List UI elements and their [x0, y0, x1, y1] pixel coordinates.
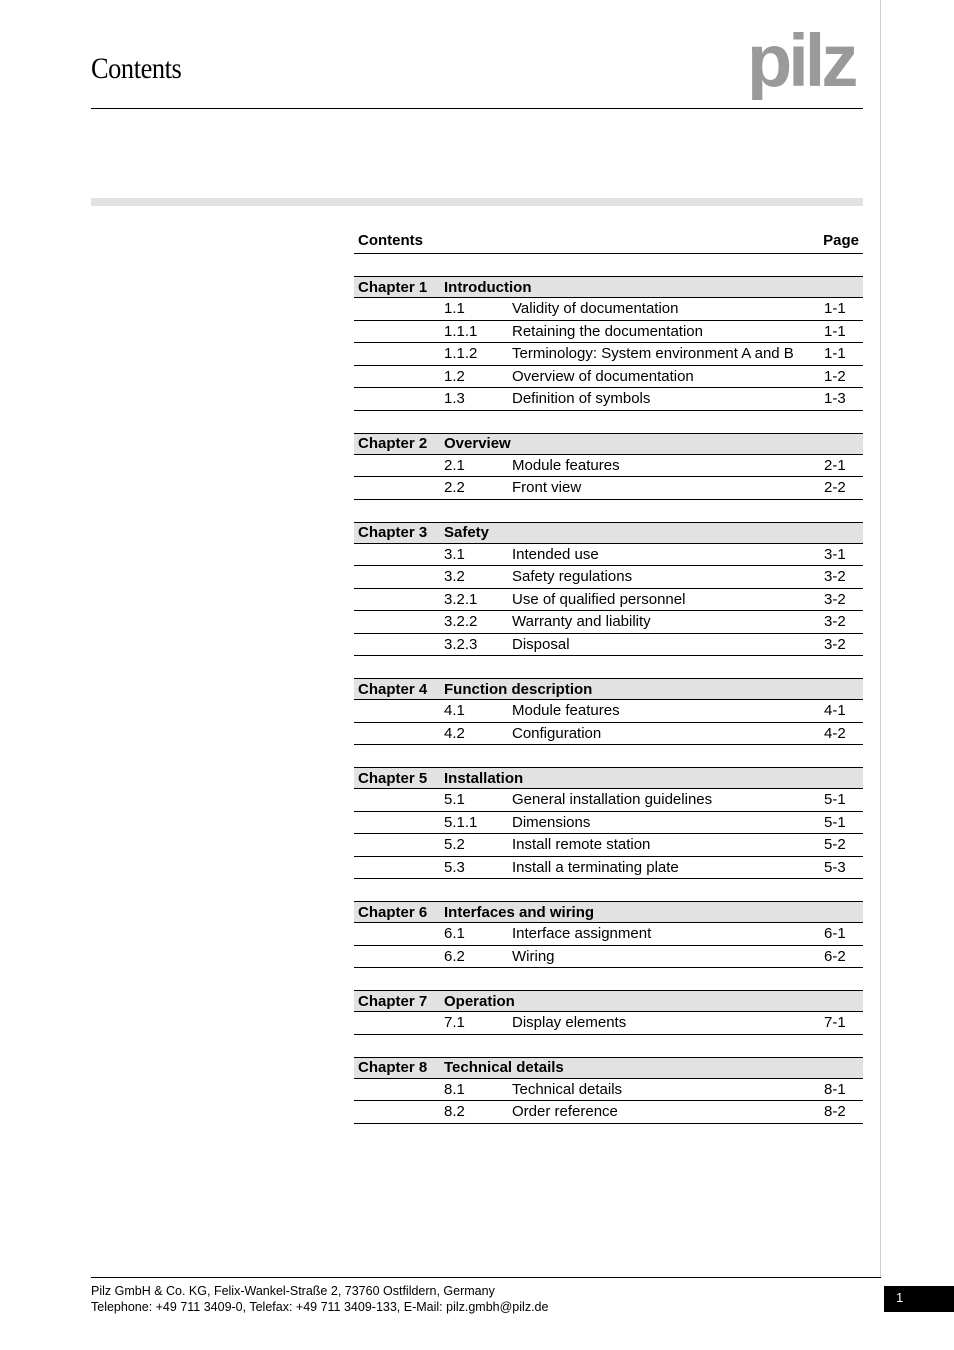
section-number: 3.2.3: [444, 635, 478, 653]
chapter-label: Chapter 2: [358, 435, 428, 452]
chapter-label: Chapter 8: [358, 1059, 428, 1076]
section-page: 5-3: [824, 858, 846, 876]
section-number: 5.1.1: [444, 813, 478, 831]
chapter-title: Introduction: [444, 278, 532, 296]
section-title: Install a terminating plate: [512, 858, 679, 876]
chapter-title: Technical details: [444, 1059, 564, 1076]
section-title: Technical details: [512, 1080, 623, 1098]
section-page: 6-1: [824, 925, 846, 943]
toc-entry[interactable]: [354, 566, 863, 589]
chapter-title: Interfaces and wiring: [444, 903, 595, 921]
section-title: Display elements: [512, 1014, 627, 1032]
toc-chapter: [354, 1057, 863, 1124]
svg-text:pilz: pilz: [747, 20, 855, 100]
section-number: 5.3: [444, 858, 465, 876]
page-title: Contents: [91, 52, 182, 85]
chapter-label: Chapter 6: [358, 903, 428, 921]
section-number: 4.1: [444, 702, 465, 720]
toc-entry[interactable]: [354, 388, 863, 411]
section-number: 1.1.1: [444, 322, 478, 340]
toc-entry[interactable]: [354, 946, 863, 969]
section-number: 3.2: [444, 568, 465, 586]
pilz-logo: [747, 20, 867, 100]
section-title: Module features: [512, 456, 620, 474]
toc-chapter: [354, 522, 863, 657]
toc-entry[interactable]: [354, 789, 863, 812]
toc-entry[interactable]: [354, 923, 863, 946]
section-page: 1-3: [824, 390, 846, 408]
section-page: 5-1: [824, 813, 846, 831]
section-number: 8.2: [444, 1103, 465, 1121]
chapter-label: Chapter 4: [358, 680, 428, 698]
toc-entry[interactable]: [354, 343, 863, 366]
section-page: 2-2: [824, 479, 846, 497]
section-number: 1.3: [444, 390, 465, 408]
section-number: 1.1: [444, 300, 465, 318]
toc-entry[interactable]: [354, 1079, 863, 1102]
section-number: 1.1.2: [444, 345, 478, 363]
section-title: General installation guidelines: [512, 791, 713, 809]
section-title: Warranty and liability: [512, 613, 651, 631]
toc-entry[interactable]: [354, 611, 863, 634]
table-of-contents: [354, 228, 863, 1124]
section-title: Wiring: [512, 947, 555, 965]
chapter-label: Chapter 5: [358, 769, 428, 787]
footer-rule: [91, 1277, 881, 1278]
toc-entry[interactable]: [354, 723, 863, 746]
toc-chapter: [354, 990, 863, 1035]
section-number: 7.1: [444, 1014, 465, 1032]
section-page: 3-2: [824, 568, 846, 586]
page-number: 1: [884, 1286, 954, 1312]
toc-entry[interactable]: [354, 321, 863, 344]
toc-entry[interactable]: [354, 455, 863, 478]
section-page: 1-1: [824, 300, 846, 318]
chapter-label: Chapter 1: [358, 278, 428, 296]
chapter-title: Overview: [444, 435, 511, 452]
section-number: 2.1: [444, 456, 465, 474]
section-page: 1-2: [824, 367, 846, 385]
chapter-title: Function description: [444, 680, 593, 698]
section-title: Order reference: [512, 1103, 618, 1121]
section-title: Safety regulations: [512, 568, 633, 586]
toc-entry[interactable]: [354, 812, 863, 835]
header-rule: [91, 108, 863, 109]
toc-header: [354, 228, 863, 254]
chapter-heading[interactable]: [354, 901, 863, 923]
toc-entry[interactable]: [354, 366, 863, 389]
section-number: 3.2.2: [444, 613, 478, 631]
section-number: 6.2: [444, 947, 465, 965]
toc-entry[interactable]: [354, 1012, 863, 1035]
section-title: Terminology: System environment A and B: [512, 345, 794, 363]
section-band: [91, 198, 863, 206]
chapter-label: Chapter 3: [358, 524, 428, 541]
chapter-title: Safety: [444, 524, 490, 541]
chapter-heading[interactable]: [354, 678, 863, 700]
toc-column-contents: Contents: [358, 232, 423, 249]
toc-chapter: [354, 767, 863, 879]
section-title: Use of qualified personnel: [512, 590, 686, 608]
section-page: 2-1: [824, 456, 846, 474]
toc-chapter: [354, 678, 863, 745]
chapter-label: Chapter 7: [358, 992, 428, 1010]
toc-entry[interactable]: [354, 834, 863, 857]
section-title: Front view: [512, 479, 582, 497]
section-number: 3.1: [444, 545, 465, 563]
toc-chapter: [354, 276, 863, 411]
right-margin-rule: [880, 0, 881, 1278]
section-number: 6.1: [444, 925, 465, 943]
section-title: Dimensions: [512, 813, 591, 831]
section-title: Definition of symbols: [512, 390, 651, 408]
footer-line-address: Pilz GmbH & Co. KG, Felix-Wankel-Straße 2, 73760 Ostfildern, Germany: [91, 1284, 495, 1298]
section-page: 4-2: [824, 724, 846, 742]
toc-entry[interactable]: [354, 298, 863, 321]
section-page: 3-1: [824, 545, 846, 563]
section-page: 8-2: [824, 1103, 846, 1121]
section-title: Disposal: [512, 635, 570, 653]
section-number: 5.2: [444, 836, 465, 854]
chapter-heading[interactable]: [354, 990, 863, 1012]
toc-entry[interactable]: [354, 477, 863, 500]
section-page: 3-2: [824, 590, 846, 608]
section-number: 2.2: [444, 479, 465, 497]
section-number: 1.2: [444, 367, 465, 385]
toc-column-page: Page: [823, 232, 859, 249]
section-number: 5.1: [444, 791, 465, 809]
section-title: Interface assignment: [512, 925, 652, 943]
section-title: Module features: [512, 702, 620, 720]
chapter-heading[interactable]: [354, 767, 863, 789]
section-title: Retaining the documentation: [512, 322, 703, 340]
section-page: 1-1: [824, 345, 846, 363]
toc-entry[interactable]: [354, 544, 863, 567]
chapter-heading[interactable]: [354, 522, 863, 544]
section-number: 4.2: [444, 724, 465, 742]
section-title: Intended use: [512, 545, 599, 563]
chapter-heading[interactable]: [354, 276, 863, 298]
section-page: 5-2: [824, 836, 846, 854]
chapter-title: Operation: [444, 992, 515, 1010]
section-title: Install remote station: [512, 836, 651, 854]
toc-entry[interactable]: [354, 700, 863, 723]
section-page: 3-2: [824, 635, 846, 653]
toc-entry[interactable]: [354, 857, 863, 880]
chapter-title: Installation: [444, 769, 524, 787]
toc-entry[interactable]: [354, 589, 863, 612]
section-page: 8-1: [824, 1080, 846, 1098]
section-title: Overview of documentation: [512, 367, 694, 385]
section-page: 4-1: [824, 702, 846, 720]
section-page: 3-2: [824, 613, 846, 631]
toc-entry[interactable]: [354, 1101, 863, 1124]
footer-address: [91, 1283, 548, 1315]
section-page: 5-1: [824, 791, 846, 809]
section-page: 7-1: [824, 1014, 846, 1032]
section-page: 6-2: [824, 947, 846, 965]
toc-chapter: [354, 901, 863, 968]
footer-line-contact: Telephone: +49 711 3409-0, Telefax: +49 711 3409-133, E-Mail: pilz.gmbh@pilz.de: [91, 1300, 549, 1314]
chapter-heading[interactable]: [354, 1057, 863, 1079]
toc-chapter: [354, 433, 863, 500]
section-page: 1-1: [824, 322, 846, 340]
chapter-heading[interactable]: [354, 433, 863, 455]
section-number: 8.1: [444, 1080, 465, 1098]
section-number: 3.2.1: [444, 590, 478, 608]
section-title: Validity of documentation: [512, 300, 679, 318]
toc-entry[interactable]: [354, 634, 863, 657]
toc-chapters: [354, 276, 863, 1124]
section-title: Configuration: [512, 724, 602, 742]
